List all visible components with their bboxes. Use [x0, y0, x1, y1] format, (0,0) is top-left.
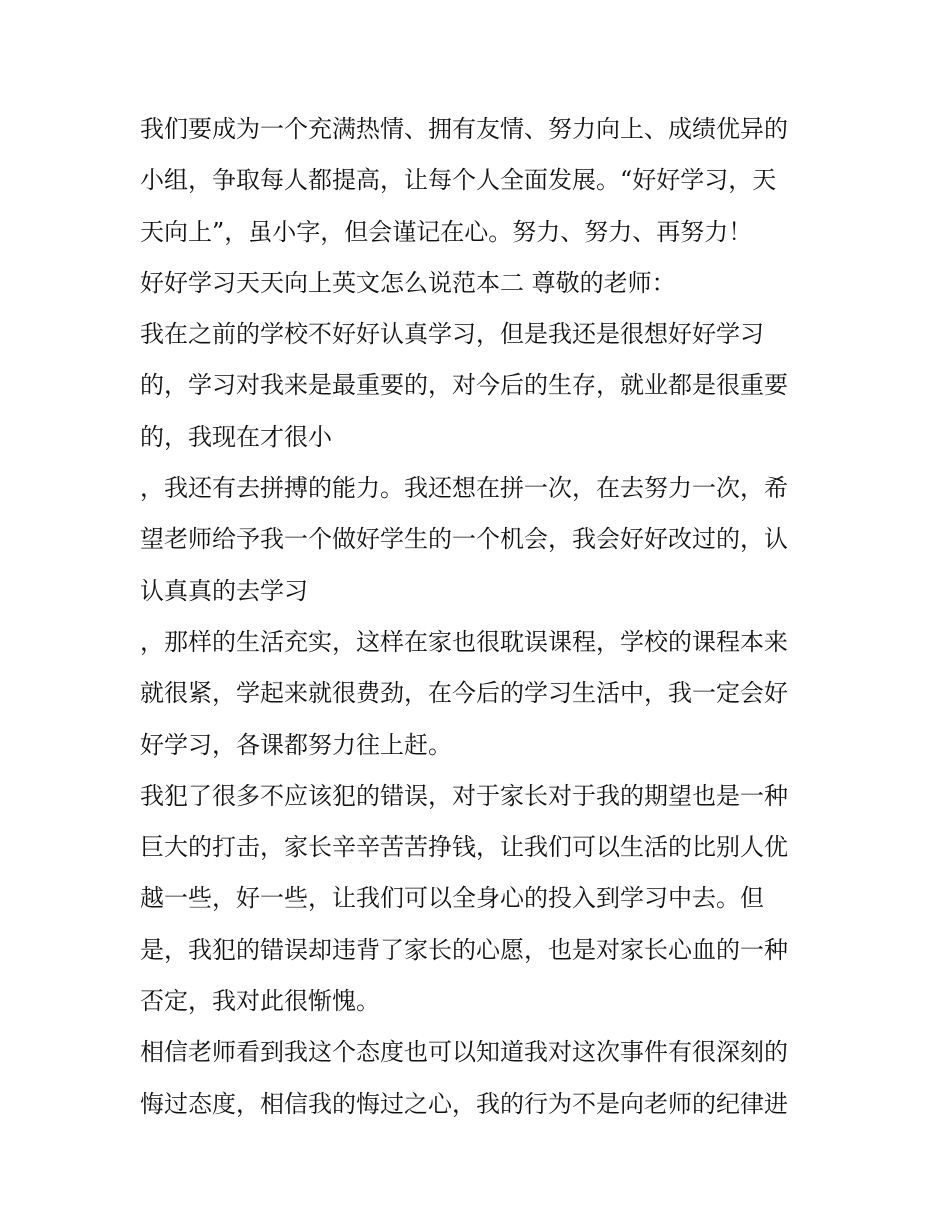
text-line: 天向上”，虽小字，但会谨记在心。努力、努力、再努力！ [140, 217, 753, 246]
text-line: 就很紧，学起来就很费劲，在今后的学习生活中，我一定会好 [140, 679, 788, 708]
text-line: 望老师给予我一个做好学生的一个机会，我会好好改过的，认 [140, 525, 788, 554]
text-line: 我犯了很多不应该犯的错误，对于家长对于我的期望也是一种 [140, 781, 788, 810]
text-line: 否定，我对此很惭愧。 [140, 987, 380, 1016]
text-line: 越一些，好一些，让我们可以全身心的投入到学习中去。但 [140, 884, 764, 913]
text-line: ，那样的生活充实，这样在家也很耽误课程，学校的课程本来 [140, 627, 788, 656]
text-line: 的，我现在才很小 [140, 422, 332, 451]
text-line: 的，学习对我来是最重要的，对今后的生存，就业都是很重要 [140, 371, 788, 400]
text-line: 认真真的去学习 [140, 576, 308, 605]
text-line: 巨大的打击，家长辛辛苦苦挣钱，让我们可以生活的比别人优 [140, 833, 788, 862]
section-heading-line: 好好学习天天向上英文怎么说范本二 尊敬的老师： [140, 268, 676, 297]
text-line: ，我还有去拼搏的能力。我还想在拼一次，在去努力一次，希 [140, 474, 788, 503]
text-line: 小组，争取每人都提高，让每个人全面发展。“好好学习，天 [140, 166, 777, 195]
document-body [140, 104, 820, 1130]
text-line: 悔过态度，相信我的悔过之心，我的行为不是向老师的纪律进 [140, 1089, 788, 1118]
text-line: 相信老师看到我这个态度也可以知道我对这次事件有很深刻的 [140, 1038, 788, 1067]
text-line: 我们要成为一个充满热情、拥有友情、努力向上、成绩优异的 [140, 115, 788, 143]
text-line: 好学习，各课都努力往上赶。 [140, 730, 452, 759]
text-line: 我在之前的学校不好好认真学习，但是我还是很想好好学习 [140, 320, 764, 349]
text-line: 是，我犯的错误却违背了家长的心愿，也是对家长心血的一种 [140, 935, 788, 964]
